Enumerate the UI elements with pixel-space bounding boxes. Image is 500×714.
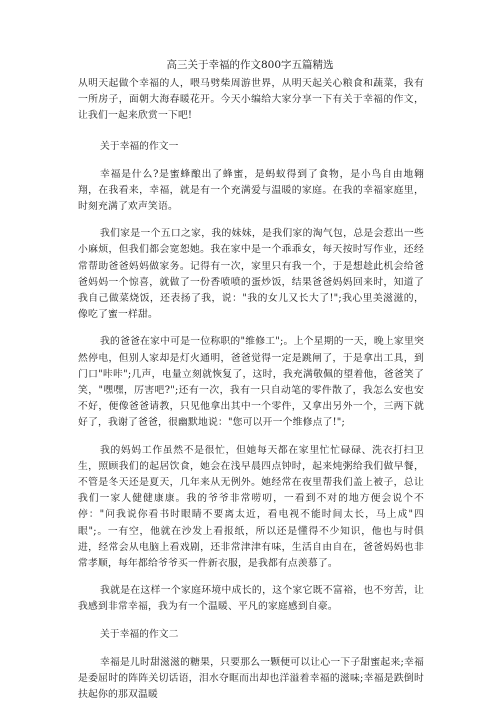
section-2-paragraph-1: 幸福是儿时甜滋滋的糖果，只要那么一颗便可以让心一下子甜蜜起来;幸福是委屈时的阵阵关切话语，泪水夺眶而出却也洋溢着幸福的滋味;幸福是跌倒时扶起你的那双温暖	[78, 656, 424, 701]
section-1-paragraph-4: 我的妈妈工作虽然不是很忙，但她每天都在家里忙忙碌碌、洗衣打扫卫生，照顾我们的起居饮食，她会在浅早晨四点钟时，起来炖粥给我们做早餐，不管是冬天还是夏天，几年来从无例外。她经常在夜里帮我们盖上被子，总让我们一家人健健康康。我的爷爷非常唠叨，一看到不对的地方便会说个不停："问我说你看书时眼睛不要离太近，看电视不能时间太长，马上成"四眼";。一有空，他就在沙发上看报纸，所以还是懂得不少知识，他也与时俱进，经常会从电脑上看戏剧，还非常津津有味，生活自由自在，爸爸妈妈也非常孝顺，每年都给爷爷买一件新衣服，是我都有点羡慕了。	[78, 444, 424, 570]
section-1-paragraph-3: 我的爸爸在家中可是一位称职的"维修工";。上个星期的一天，晚上家里突然停电，但别人家却是灯火通明，爸爸觉得一定是跳闸了，于是拿出工具，到门口"咔咔";几声，电量立刻就恢复了，这时，我充满敬佩的望着他，爸爸笑了笑，"嘿嘿，厉害吧?";还有一次，我有一只自动笔的零件散了，我怎么安也安不好，便像爸爸请教，只见他拿出其中一个零件，又拿出另外一个，三两下就好了，我谢了爸爸，很幽默地说："您可以开一个维修点了!";	[78, 336, 424, 429]
section-1-paragraph-2: 我们家是一个五口之家，我的妹妹，是我们家的淘气包，总是会惹出一些小麻烦，但我们都会宽恕她。我在家中是一个乖乖女，每天按时写作业，还经常帮助爸爸妈妈做家务。记得有一次，家里只有我一个，于是想趁此机会给爸爸妈妈一个惊喜，就做了一份香喷喷的蛋炒饭，结果爸爸妈妈回来时，知道了我自己做菜烧饭，还表扬了我，说："我的女儿又长大了!";我心里美滋滋的，像吃了蜜一样甜。	[78, 228, 424, 321]
section-heading-1: 关于幸福的作文一	[100, 140, 179, 152]
intro-paragraph: 从明天起做个幸福的人，喂马劈柴周游世界，从明天起关心粮食和蔬菜，我有一所房子，面朝大海春暖花开。今天小编给大家分享一下有关于幸福的作文，让我们一起来欣赏一下吧!	[78, 78, 424, 122]
section-heading-2: 关于幸福的作文二	[100, 628, 179, 640]
section-1-paragraph-5: 我就是在这样一个家庭环境中成长的，这个家它既不富裕，也不穷苦，让我感到非常幸福，我为有一个温暖、平凡的家庭感到自豪。	[78, 585, 424, 613]
document-body	[78, 76, 424, 714]
document-title: 高三关于幸福的作文800字五篇精选	[166, 59, 334, 71]
section-1-paragraph-1: 幸福是什么?是蜜蜂酿出了蜂蜜，是蚂蚁得到了食物，是小鸟自由地翱翔，在我看来，幸福，就是有一个充满爱与温暖的家庭。在我的幸福家庭里，时刻充满了欢声笑语。	[78, 168, 424, 213]
